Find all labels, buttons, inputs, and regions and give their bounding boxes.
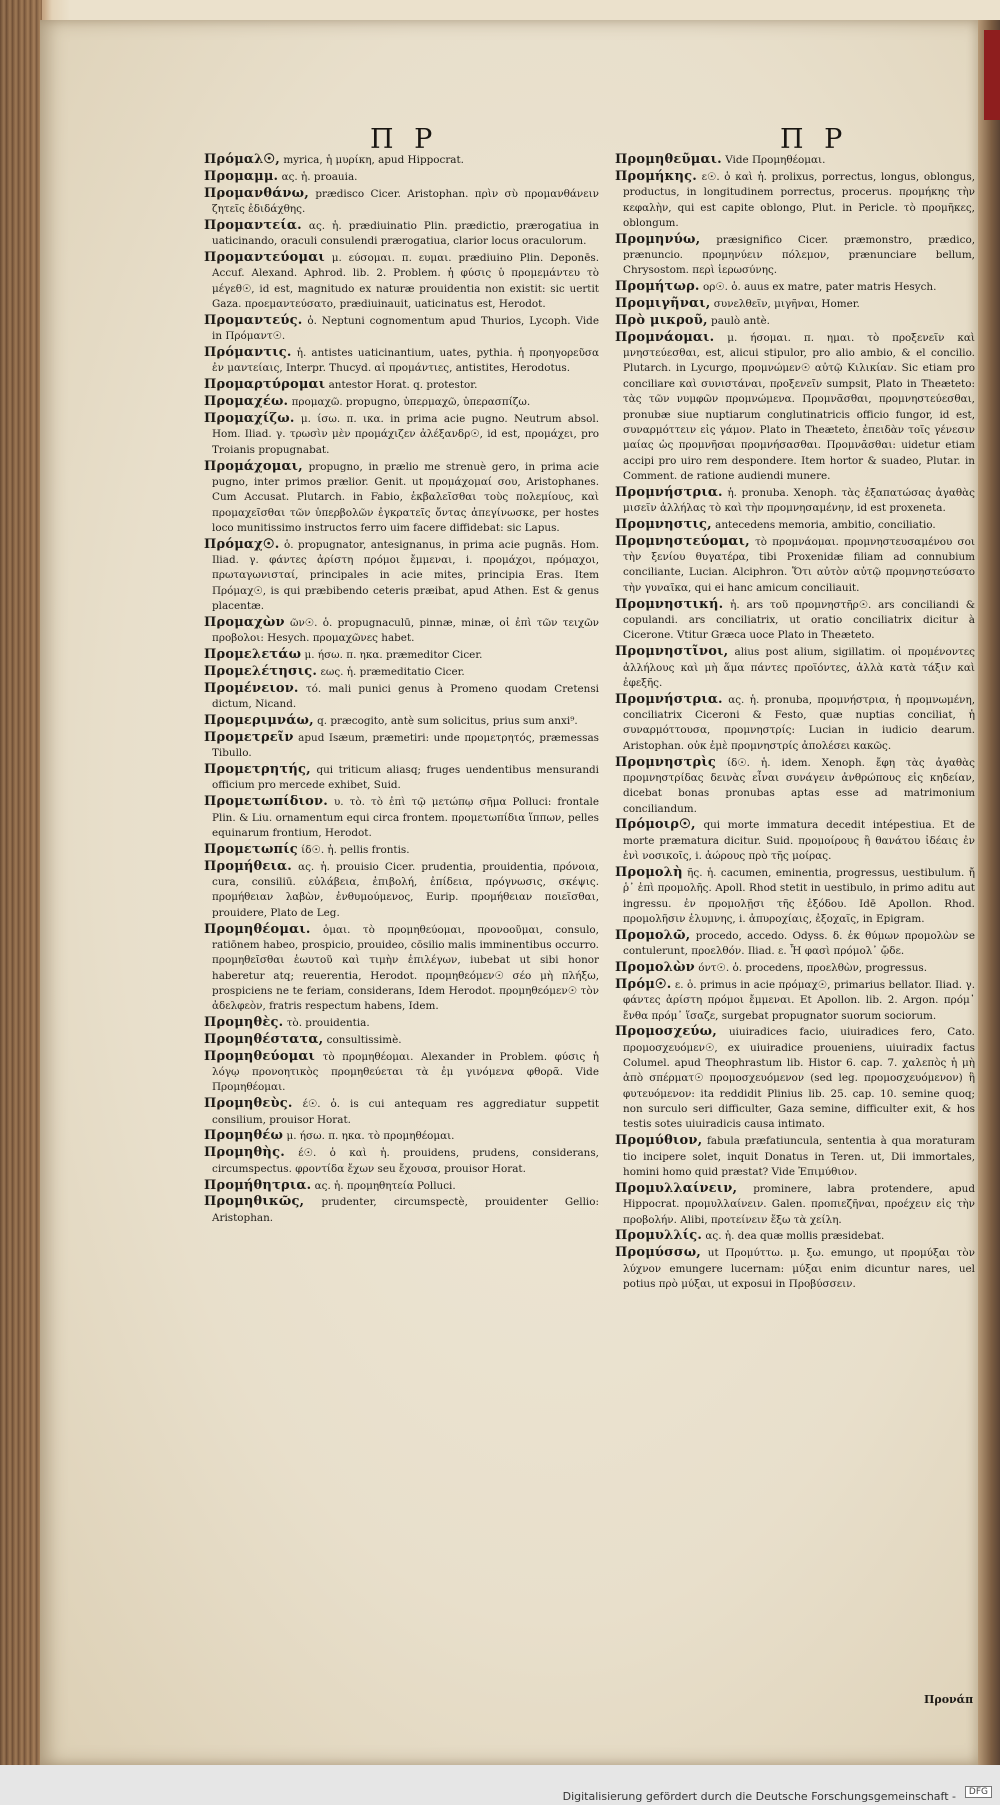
dictionary-entry [204, 218, 599, 250]
entry-headword: Προμνηστῖνοι, [615, 644, 729, 660]
entry-definition: antestor Horat. q. protestor. [328, 379, 478, 392]
entry-definition: τὸ προμνάομαι. προμνηστευσαμένου σοι τὴν ξενίου θυγατέρα, tibi Proxenidæ filiam ad connubium conciliante, Lucian. Alciphron. Ὅτι αὐτὸν αὐτῷ προμνηστεύσατο τὴν γυναῖκα, qui ei hanc amicum conciliauit. [623, 535, 975, 594]
entry-definition: propugno, in prælio me strenuè gero, in prima acie pugno, inter primos prælior. Genit. ut προμάχομαί σου, Aristophanes. Cum Accusat. Plutarch. in Fabio, ἐκβαλεῖσθαι τοὺς πολεμίους, καὶ προμαχεῖσθαι τῶν ὑπερβολῶν ἐγκρατεῖς ὄντας ἀπεγίνωσκε, per hostes loco munitissimo instructos ferro uim facere diffidebat: sic Lapus. [212, 460, 599, 534]
entry-headword: Προμνήστρια. [615, 691, 723, 707]
entry-headword: Προμήτωρ. [615, 279, 700, 295]
entry-headword: Προμήθεια. [204, 858, 292, 874]
entry-definition: qui morte immatura decedit intépestiua. Et de morte præmatura dicitur. Suid. προμοίρους ἢ θανάτου ἰδέαις ἐν ἑνὶ νοσικοῖς, i. ἀώρους πρὸ τῆς μοίρας. [623, 819, 975, 863]
dfg-logo: DFG [965, 1786, 992, 1798]
entry-definition: ὁμαι. τὸ προμηθεύομαι, προνοοῦμαι, consulo, ratiōnem habeo, prospicio, prouideo, cōsilio malis imminentibus occurro. προμηθεῖσθαι ἑωυτοῦ καὶ τιμὴν ἐπιλέγων, iubebat ut sibi honor haberetur atq; reuerentia, Herodot. προμηθεόμεν☉ σέο μὴ πλήξω, prospiciens ne te feriam, considerans, Idem Herodot. προμηθεόμεν☉ τὸν ἀδελφεὸν, fratris respectum habens, Idem. [212, 923, 599, 1013]
entry-definition: ἡ. antistes uaticinantium, uates, pythia. ἡ προηγορεῦσα ἐν μαντείαις, Interpr. Thucyd. αἱ προμάντιες, antistites, Herodotus. [212, 347, 599, 375]
digitization-credit: Digitalisierung gefördert durch die Deutsche Forschungsgemeinschaft - [562, 1790, 956, 1803]
entry-headword: Πρόμοιρ☉, [615, 817, 696, 833]
catchword: Προνάπ [924, 1693, 974, 1706]
dictionary-entry [204, 664, 599, 680]
entry-headword: Προμηθὴς. [204, 1145, 285, 1161]
entry-definition: ῆς. ἡ. cacumen, eminentia, progressus, uestibulum. ἤ ῥ᾽ ἐπὶ προμολῆς. Apoll. Rhod stetit in uestibulo, in primo aditu aut ingressu. ἐν προμολῇσι τῆς ἐξόδου. Idē Apollon. Rhod. προμολῆσιν ἐλυμνης, i. ἀπυροχίαις, ἐξοχαῖς, in Epigram. [623, 866, 975, 925]
red-bookmark-tab [984, 30, 1000, 120]
dictionary-entry [615, 152, 975, 168]
entry-definition: consultissimè. [326, 1033, 402, 1046]
entry-headword: Προμύθιον, [615, 1133, 703, 1149]
entry-definition: ας. ἡ. prædiuinatio Plin. prædictio, prærogatiua in uaticinando, oraculi consulendi prærogatiua, clarior locus oraculorum. [212, 219, 599, 248]
entry-definition: Vide Προμηθέομαι. [725, 154, 826, 166]
book-page-edges [0, 0, 42, 1805]
entry-definition: uiuiradices facio, uiuiradices fero, Cato. προμοσχευόμεν☉, ex uiuiradice proueniens, uiuiradix factus Columel. apud Theophrastum lib. Histor 6. cap. 7. χαλεπὸς ἡ μὴ ἀπὸ σπέρματ☉ προμοσχευόμενον (sed leg. προμοσχευόμενον) ἢ φυτευόμενον: ita reddidit Plinius lib. 25. cap. 10. semine quoq; non surculo seri difficulter, Gaza semine, difficulter exit, & hos testis sotes uiuiradicis causa intimato. [623, 1026, 975, 1131]
entry-headword: Προμοσχεύω, [615, 1024, 717, 1040]
entry-headword: Προμαντεία. [204, 217, 302, 233]
entry-headword: Προμηνύω, [615, 231, 701, 247]
entry-headword: Προμετρητής, [204, 762, 311, 778]
entry-definition: υ. τὸ. τὸ ἐπὶ τῷ μετώπῳ σῆμα Polluci: frontale Plin. & Liu. ornamentum equi circa frontem. προμετωπίδια ἵππων, pelles equinarum frontium, Herodot. [212, 796, 599, 839]
entry-headword: Προμαχίζω. [204, 411, 295, 426]
entry-definition: ας. ἡ. dea quæ mollis præsidebat. [705, 1230, 885, 1243]
dictionary-column-right [615, 152, 975, 1293]
entry-headword: Προμηθέομαι. [204, 921, 311, 937]
dictionary-entry [615, 817, 975, 864]
entry-headword: Προμεριμνάω, [204, 713, 314, 729]
entry-headword: Προμνηστις, [615, 516, 712, 532]
dictionary-entry [204, 1096, 599, 1128]
entry-definition: ὁ. propugnator, antesignanus, in prima acie pugnās. Hom. Iliad. γ. φάντες ἀρίστη πρόμοι ἔμμεναι, i. προμάχοι, πρόμαχοι, πρωταγωνισταί, principales in acie mites, principia Eras. Item Πρόμαχ☉, is qui præbibendo ceteris præibat, apud Athen. Est & genus placentæ. [212, 538, 599, 613]
entry-definition: ας. ἡ. προμηθητεία Polluci. [314, 1179, 456, 1192]
entry-headword: Προμήθητρια. [204, 1177, 312, 1193]
dictionary-entry [204, 459, 599, 537]
entry-definition: συνελθεῖν, μιγῆναι, Homer. [713, 298, 860, 311]
dictionary-entry [204, 1049, 599, 1096]
dictionary-entry [615, 960, 975, 976]
entry-headword: Προμυλλίς. [615, 1228, 703, 1244]
dictionary-entry [615, 534, 975, 596]
entry-headword: Προμολὼν [615, 960, 695, 976]
entry-headword: Προμολῶ, [615, 927, 691, 943]
dictionary-entry [615, 485, 975, 517]
entry-definition: ας. ἡ. prouisio Cicer. prudentia, prouidentia, πρόνοια, cura, consiliū. εὐλάβεια, ἐπιβολή, ἐπίδεια, πρόγνωσις, σκέψις. προμήθειαν λαβὼν, ἐνθυμούμενος, Eurip. προμήθειαν ποιεῖσθαι, prouidere, Plato de Leg. [212, 860, 599, 919]
entry-definition: alius post alium, sigillatim. οἱ προμένοντες ἀλλήλους καὶ μὴ ἅμα πάντες προϊόντες, ἀλλὰ κατὰ τάξιν καὶ ἐφεξῆς. [623, 646, 975, 689]
entry-headword: Προμιγῆναι, [615, 296, 711, 312]
entry-headword: Πρὸ μικροῦ, [615, 312, 708, 328]
entry-definition: προμαχῶ. propugno, ὑπερμαχῶ, ὑπερασπίζω. [291, 396, 531, 409]
entry-definition: ε☉. ὁ καὶ ἡ. prolixus, porrectus, longus, oblongus, productus, in longitudinem porrectus, procerus. προμήκης τὴν κεφαλὴν, qui est capite oblongo, Plut. in Pericle. τὸ προμῆκες, oblongum. [623, 170, 975, 229]
entry-definition: fabula præfatiuncula, sententia à qua moraturam tio incipere solet, inquit Donatus in Teren. ut, Dii immortales, homini homo quid præstat? Vide Ἐπιμύθιον. [623, 1135, 975, 1178]
entry-definition: τό. mali punici genus à Promeno quodam Cretensi dictum, Nicand. [212, 682, 599, 711]
dictionary-entry [204, 1178, 599, 1194]
entry-definition: μ. ήσω. π. ηκα. præmeditor Cicer. [304, 649, 483, 662]
entry-headword: Προμυλλαίνειν, [615, 1180, 738, 1196]
dictionary-entry [204, 1128, 599, 1144]
dictionary-entry [204, 842, 599, 858]
dictionary-entry [615, 1228, 975, 1244]
entry-definition: ἡ. pronuba. Xenoph. τὰς ἐξαπατώσας ἀγαθὰς μισεῖν ἀλλήλας τὸ καὶ τὴν προμνησαμένην, id est proxeneta. [623, 486, 975, 515]
dictionary-entry [615, 928, 975, 960]
dictionary-entry [615, 755, 975, 817]
entry-headword: Προμύσσω, [615, 1245, 702, 1261]
entry-definition: ῶν☉. ὁ. propugnaculū, pinnæ, minæ, οἱ ἐπὶ τῶν τειχῶν προβολοι: Hesych. προμαχῶνες habet. [212, 616, 599, 645]
entry-definition: όντ☉. ὁ. procedens, προελθὼν, progressus. [698, 962, 928, 975]
dictionary-entry [204, 345, 599, 377]
entry-headword: Προμαχέω. [204, 394, 289, 410]
dictionary-entry [204, 377, 599, 393]
entry-headword: Προμνηστική. [615, 596, 724, 612]
entry-definition: ἡ. ars τοῦ προμνηστῆρ☉. ars conciliandi & copulandi. ars conciliatrix, ut oratio conciliatrix dicitur à Cicerone. Vtitur Græca uoce Plato in Theæteto. [623, 598, 975, 642]
entry-definition: ίδ☉. ἡ. pellis frontis. [301, 843, 410, 856]
entry-definition: antecedens memoria, ambitio, conciliatio. [715, 518, 936, 531]
dictionary-entry [204, 922, 599, 1015]
dictionary-entry [204, 394, 599, 410]
dictionary-entry [204, 647, 599, 663]
entry-headword: Προμάχομαι, [204, 458, 303, 474]
dictionary-entry [204, 681, 599, 713]
entry-headword: Προμηθέω [204, 1128, 284, 1144]
entry-definition: q. præcogito, antè sum solicitus, prius sum anxi⁹. [317, 715, 578, 728]
entry-definition: prominere, labra protendere, apud Hippocrat. προμυλλαίνειν. Galen. προπιεζῆναι, προέχειν εἰς τὴν προβολήν. Alibi, προτείνειν ἔξω τὰ χείλη. [623, 1182, 975, 1226]
dictionary-entry [615, 296, 975, 312]
entry-headword: Προμαμμ. [204, 168, 279, 184]
entry-headword: Προμνήστρια. [615, 484, 723, 500]
dictionary-entry [615, 279, 975, 295]
entry-headword: Προμολὴ [615, 864, 683, 880]
entry-headword: Προμαντεύς. [204, 312, 303, 328]
entry-definition: τὸ. prouidentia. [286, 1017, 370, 1030]
entry-headword: Προμνηστεύομαι, [615, 533, 750, 549]
entry-definition: præsignifico Cicer. præmonstro, prædico, prænuncio. προμηνύειν πόλεμον, prænunciare bellum, Chrysostom. περὶ ἱερωσύνης. [623, 233, 975, 277]
entry-definition: ορ☉. ὁ. auus ex matre, pater matris Hesych. [702, 281, 937, 294]
entry-headword: Προμένειον. [204, 680, 299, 696]
dictionary-entry [615, 169, 975, 231]
entry-definition: μ. ήσω. π. ηκα. τὸ προμηθέομαι. [286, 1130, 455, 1143]
entry-headword: Προμετρεῖν [204, 729, 294, 745]
entry-definition: ας. ἡ. proauia. [281, 170, 358, 183]
dictionary-column-left [204, 152, 599, 1227]
dictionary-entry [204, 762, 599, 794]
entry-definition: ίδ☉. ἡ. idem. Xenoph. ἔφη τὰς ἀγαθὰς προμνηστρίδας δεινὰς εἶναι συνάγειν ἀνθρώπους εἰς κηδείαν, dicebat bonas pronubas aptas esse ad matrimonium conciliandum. [623, 756, 975, 815]
entry-headword: Πρόμαλ☉, [204, 152, 281, 167]
dictionary-entry [615, 232, 975, 279]
dictionary-entry [615, 1181, 975, 1228]
entry-headword: Προμετωπίδιον. [204, 794, 328, 810]
page-header-left: Π Ρ [370, 124, 439, 155]
entry-headword: Πρόμαχ☉. [204, 536, 280, 552]
entry-definition: paulò antè. [711, 314, 770, 327]
dictionary-entry [615, 865, 975, 927]
dictionary-entry [204, 615, 599, 647]
dictionary-entry [615, 644, 975, 691]
dictionary-entry [615, 313, 975, 329]
entry-definition: εως. ἡ. præmeditatio Cicer. [320, 666, 465, 678]
entry-definition: έ☉. ὁ καὶ ἡ. prouidens, prudens, considerans, circumspectus. φροντίδα ἔχων seu ἔχουσα, prouisor Horat. [212, 1147, 599, 1175]
entry-definition: myrica, ἡ μυρίκη, apud Hippocrat. [283, 154, 464, 166]
dictionary-entry [204, 169, 599, 185]
book-spine-shadow [978, 20, 1000, 1765]
dictionary-entry [615, 330, 975, 484]
entry-definition: τὸ προμηθέομαι. Alexander in Problem. φύσις ἡ λόγῳ προνοητικὸς προμηθεύεται τὰ ἐμ γινόμενα φθορᾶ. Vide Προμηθέομαι. [212, 1050, 599, 1094]
dictionary-entry [615, 1245, 975, 1292]
entry-definition: prudenter, circumspectè, prouidenter Gellio: Aristophan. [212, 1196, 599, 1224]
dictionary-entry [204, 411, 599, 458]
entry-definition: ut Προμύττω. μ. ξω. emungo, ut προμύξαι τὸν λύχνον emungere lucernam: μύξαι enim dicuntur nares, uel potius πρὸ μύξαι, ut exposui in Προβύσσειν. [623, 1247, 975, 1290]
dictionary-entry [204, 1194, 599, 1226]
entry-definition: έ☉. ὁ. is cui antequam res aggrediatur suppetit consilium, prouisor Horat. [212, 1098, 599, 1126]
entry-headword: Προμελέτησις. [204, 664, 318, 679]
entry-headword: Προμαχὼν [204, 614, 285, 630]
entry-headword: Προμνάομαι. [615, 329, 715, 345]
dictionary-entry [204, 152, 599, 168]
entry-headword: Προμηθεὺς. [204, 1096, 293, 1112]
entry-definition: ας. ἡ. pronuba, προμνήστρια, ἡ προμνωμένη, conciliatrix Ciceroni & Festo, quæ nuptias conciliat, ἡ συναρμόττουσα, προμνηστρίς: Lucian in iudicio dearum. Aristophan. οὐκ ἐμὲ προμνηστρίς ἀπολέσει κακῶς. [623, 693, 975, 752]
entry-headword: Πρόμ☉. [615, 976, 672, 992]
entry-headword: Προμηθέστατα, [204, 1031, 324, 1047]
dictionary-entry [204, 537, 599, 615]
dictionary-entry [615, 1133, 975, 1180]
dictionary-entry [615, 977, 975, 1024]
entry-headword: Πρόμαντις. [204, 345, 292, 361]
dictionary-entry [204, 1145, 599, 1177]
entry-definition: μ. εύσομαι. π. ευμαι. prædiuino Plin. Deponēs. Accuf. Alexand. Aphrod. lib. 2. Problem. ἡ φύσις ὑ προμεμάντευ τὸ μέγεθ☉, id est, magnitudo ex naturæ prouidentia non existit: sic uertit Gaza. προεμαντεύσατο, prædiuinauit, uaticinatus est, Herodot. [212, 252, 599, 311]
entry-headword: Προμνηστρὶς [615, 754, 716, 770]
entry-definition: ὁ. Neptuni cognomentum apud Thurios, Lycoph. Vide in Πρόμαντ☉. [212, 314, 599, 343]
entry-headword: Προμηθικῶς, [204, 1194, 305, 1210]
entry-headword: Προμελετάω [204, 647, 302, 663]
dictionary-entry [204, 713, 599, 729]
dictionary-entry [204, 1032, 599, 1048]
entry-headword: Προμαρτύρομαι [204, 377, 326, 393]
dictionary-entry [615, 597, 975, 644]
entry-headword: Προμηθεῦμαι. [615, 152, 722, 167]
entry-headword: Προμηθὲς. [204, 1015, 284, 1031]
dictionary-entry [615, 1024, 975, 1132]
entry-definition: apud Isæum, præmetiri: unde προμετρητός, præmessas Tibullo. [212, 731, 599, 760]
entry-definition: μ. ήσομαι. π. ημαι. τὸ προξενεῖν καὶ μνηστεύεσθαι, est, alicui stipulor, pro alio ambio, & el concilio. Plutarch. in Lycurgo, προμνώμεν☉ αὐτῷ Κιλικίαν. Sic etiam pro conciliare καὶ συνιστάναι, προξενεῖν sumpsit, Plato in Theæteto: τὰς τῶν νυμφῶν προμνώμενα. Προμνᾶσθαι, προμνηστεύεσθαι, pronubæ siue nuptiarum conglutinatricis officio fungor, id est, συναρμόττειν εἰς γάμον. Plato in Theæteto, ἐπειδὰν τοῖς γένεσιν μαίας ὡς προμνῆσαι προμνήσασθαι. Προμνᾶσθαι: uidetur etiam accipi pro uiro rem despondere. Item hortor & suadeo, Plutar. in Comment. de ratione audiendi munere. [623, 331, 975, 482]
entry-definition: qui triticum aliasq; fruges uendentibus mensurandi officium pro mercede exhibet, Suid. [212, 764, 599, 792]
entry-headword: Προμετωπίς [204, 841, 298, 857]
dictionary-entry [615, 517, 975, 533]
entry-headword: Προμήκης. [615, 168, 697, 184]
entry-headword: Προμανθάνω, [204, 185, 309, 201]
page-header-right: Π Ρ [780, 124, 849, 155]
dictionary-entry [204, 730, 599, 762]
dictionary-entry [204, 794, 599, 841]
entry-headword: Προμηθεύομαι [204, 1048, 316, 1064]
dictionary-entry [204, 250, 599, 312]
dictionary-entry [615, 692, 975, 754]
entry-definition: procedo, accedo. Odyss. δ. ἐκ θύμων προμολὼν se contulerunt, προελθόν. Iliad. ε. Ἦ φασὶ πρόμολ᾽ ᾤδε. [623, 929, 975, 958]
dictionary-entry [204, 186, 599, 218]
entry-definition: prædisco Cicer. Aristophan. πρὶν σὺ προμανθάνειν ζητεῖς ἐδιδάχθης. [212, 187, 600, 216]
dictionary-entry [204, 859, 599, 921]
entry-definition: ε. ὁ. primus in acie πρόμαχ☉, primarius bellator. Iliad. γ. φάντες ἀρίστη πρόμοι ἔμμεναι. Et Apollon. lib. 2. Argon. πρόμ᾽ ἔνθα πρόμ᾽ ἵσαζε, surgebat propugnator suorum sociorum. [623, 978, 975, 1022]
entry-headword: Προμαντεύομαι [204, 250, 325, 266]
dictionary-entry [204, 313, 599, 345]
entry-definition: μ. ίσω. π. ικα. in prima acie pugno. Neutrum absol. Hom. Iliad. γ. τρωσὶν μὲν προμάχιζεν ἀλέξανδρ☉, id est, προμάχει, pro Troianis propugnabat. [212, 413, 599, 456]
dictionary-entry [204, 1015, 599, 1031]
